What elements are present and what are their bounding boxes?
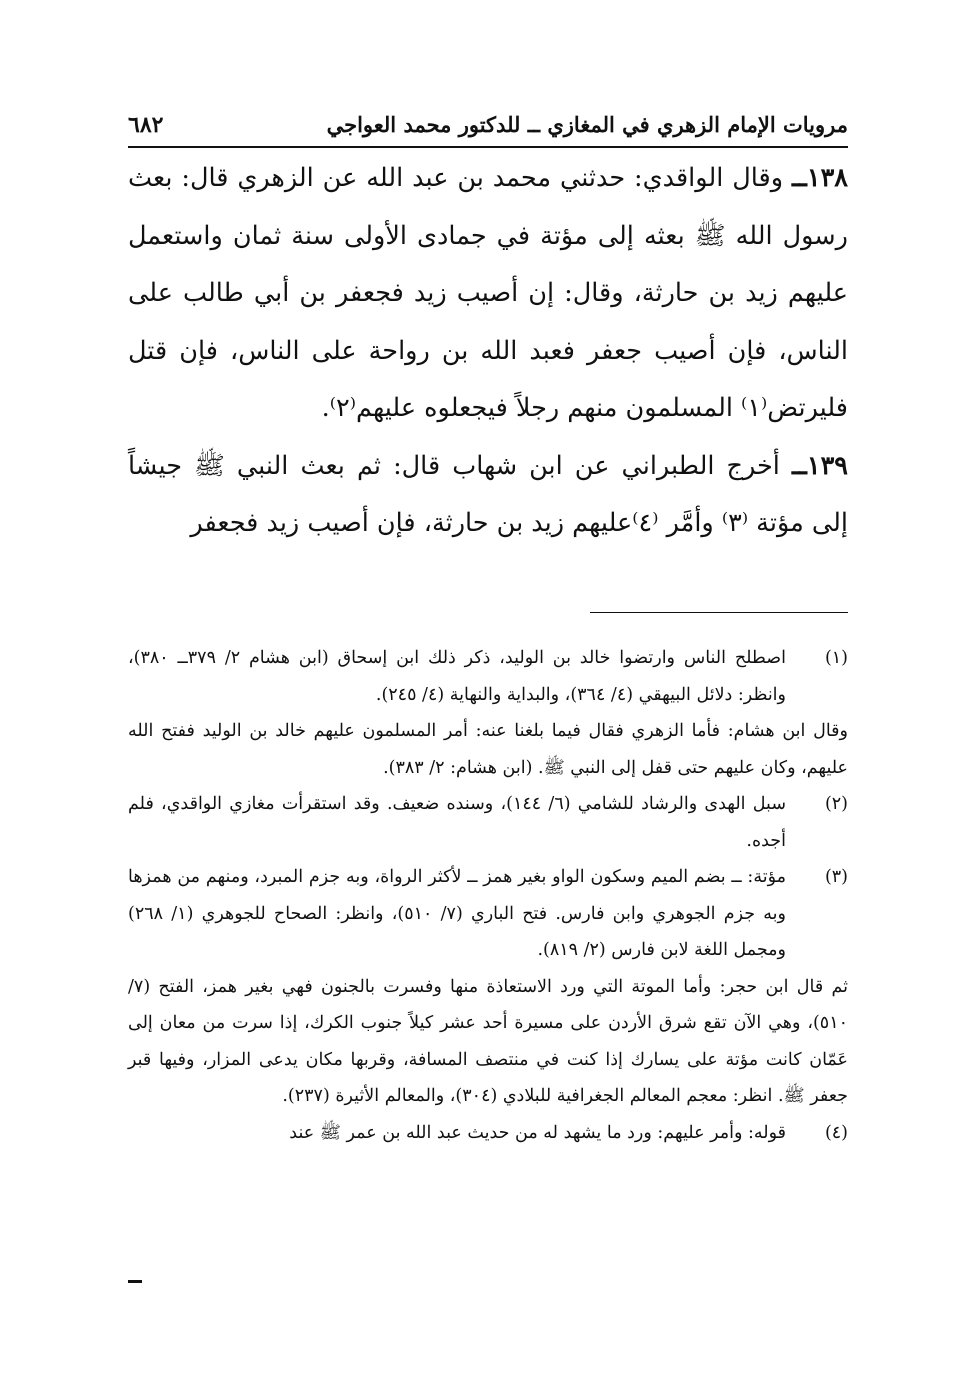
footnote-1-continuation: وقال ابن هشام: فأما الزهري فقال فيما بلغنا عنه: أمر المسلمون عليهم خالد بن الوليد ففتح الله عليهم، وكان عليهم حتى قفل إلى النبي ﷺ. (ابن هشام: ٢/ ٣٨٣).	[128, 721, 848, 778]
footnote-separator	[590, 612, 848, 613]
narration-138	[128, 150, 848, 438]
footnote-text: مؤتة: ــ بضم الميم وسكون الواو بغير همز ــ لأكثر الرواة، وبه جزم المبرد، ومنهم من همزها وبه جزم الجوهري وابن فارس. فتح الباري (٧/ ٥١٠)، وانظر: الصحاح للجوهري (١/ ٢٦٨) ومجمل اللغة لابن فارس (٢/ ٨١٩).	[128, 867, 786, 960]
narration-text: وقال الواقدي: حدثني محمد بن عبد الله عن الزهري قال: بعث رسول الله ﷺ بعثه إلى مؤتة في جمادى الأولى سنة ثمان واستعمل عليهم زيد بن حارثة، وقال: إن أصيب زيد فجعفر بن أبي طالب على الناس، فإن أصيب جعفر فعبد الله بن رواحة على الناس، فإن قتل فليرتض⁽١⁾ المسلمون منهم رجلاً فيجعلوه عليهم⁽٢⁾.	[128, 163, 848, 423]
footnote-text: قوله: وأمر عليهم: ورد ما يشهد له من حديث عبد الله بن عمر ﷺ عند	[289, 1122, 786, 1143]
footnote-text: سبل الهدى والرشاد للشامي (٦/ ١٤٤)، وسنده ضعيف. وقد استقرأت مغازي الواقدي، فلم أجده.	[128, 794, 786, 851]
footnote-number: (٣)	[824, 867, 848, 887]
page-number: ٦٨٢	[128, 112, 164, 138]
footnote-4	[128, 1115, 848, 1152]
footnote-text: اصطلح الناس وارتضوا خالد بن الوليد، ذكر ذلك ابن إسحاق (ابن هشام ٢/ ٣٧٩ــ ٣٨٠)، وانظر: دلائل البيهقي (٤/ ٣٦٤)، والبداية والنهاية (٤/ ٢٤٥).	[128, 648, 786, 705]
narration-139	[128, 438, 848, 553]
footnote-1	[128, 640, 848, 713]
header-title: مرويات الإمام الزهري في المغازي ــ للدكتور محمد العواجي	[326, 112, 848, 137]
footnote-3	[128, 859, 848, 969]
continuation-dash	[128, 1280, 142, 1283]
footnotes	[128, 640, 848, 1151]
footnote-3-continuation: ثم قال ابن حجر: وأما الموتة التي ورد الاستعاذة منها وفسرت بالجنون فهي بغير همز، الفتح (٧/ ٥١٠)، وهي الآن تقع شرق الأردن على مسيرة أحد عشر كيلاً جنوب الكرك، إذا سرت من معان إلى عَمّان كانت مؤتة على يسارك إذا كنت في منتصف المسافة، وقربها مكان يدعى المزار، وفيها قبر جعفر ﷺ. انظر: معجم المعالم الجغرافية للبلادي (٣٠٤)، والمعالم الأثيرة (٢٣٧).	[128, 976, 848, 1106]
footnote-number: (٤)	[824, 1122, 848, 1143]
narration-number: ١٣٨ــ	[791, 163, 848, 193]
narration-number: ١٣٩ــ	[791, 450, 848, 481]
footnote-2	[128, 786, 848, 859]
footnote-number: (١)	[824, 648, 848, 668]
narration-text: أخرج الطبراني عن ابن شهاب قال: ثم بعث النبي ﷺ جيشاً إلى مؤتة ⁽٣⁾ وأمَّر ⁽٤⁾عليهم زيد بن حارثة، فإن أصيب زيد فجعفر	[128, 450, 848, 538]
main-text	[128, 150, 848, 553]
footnote-number: (٢)	[824, 794, 848, 814]
running-header	[128, 112, 848, 148]
